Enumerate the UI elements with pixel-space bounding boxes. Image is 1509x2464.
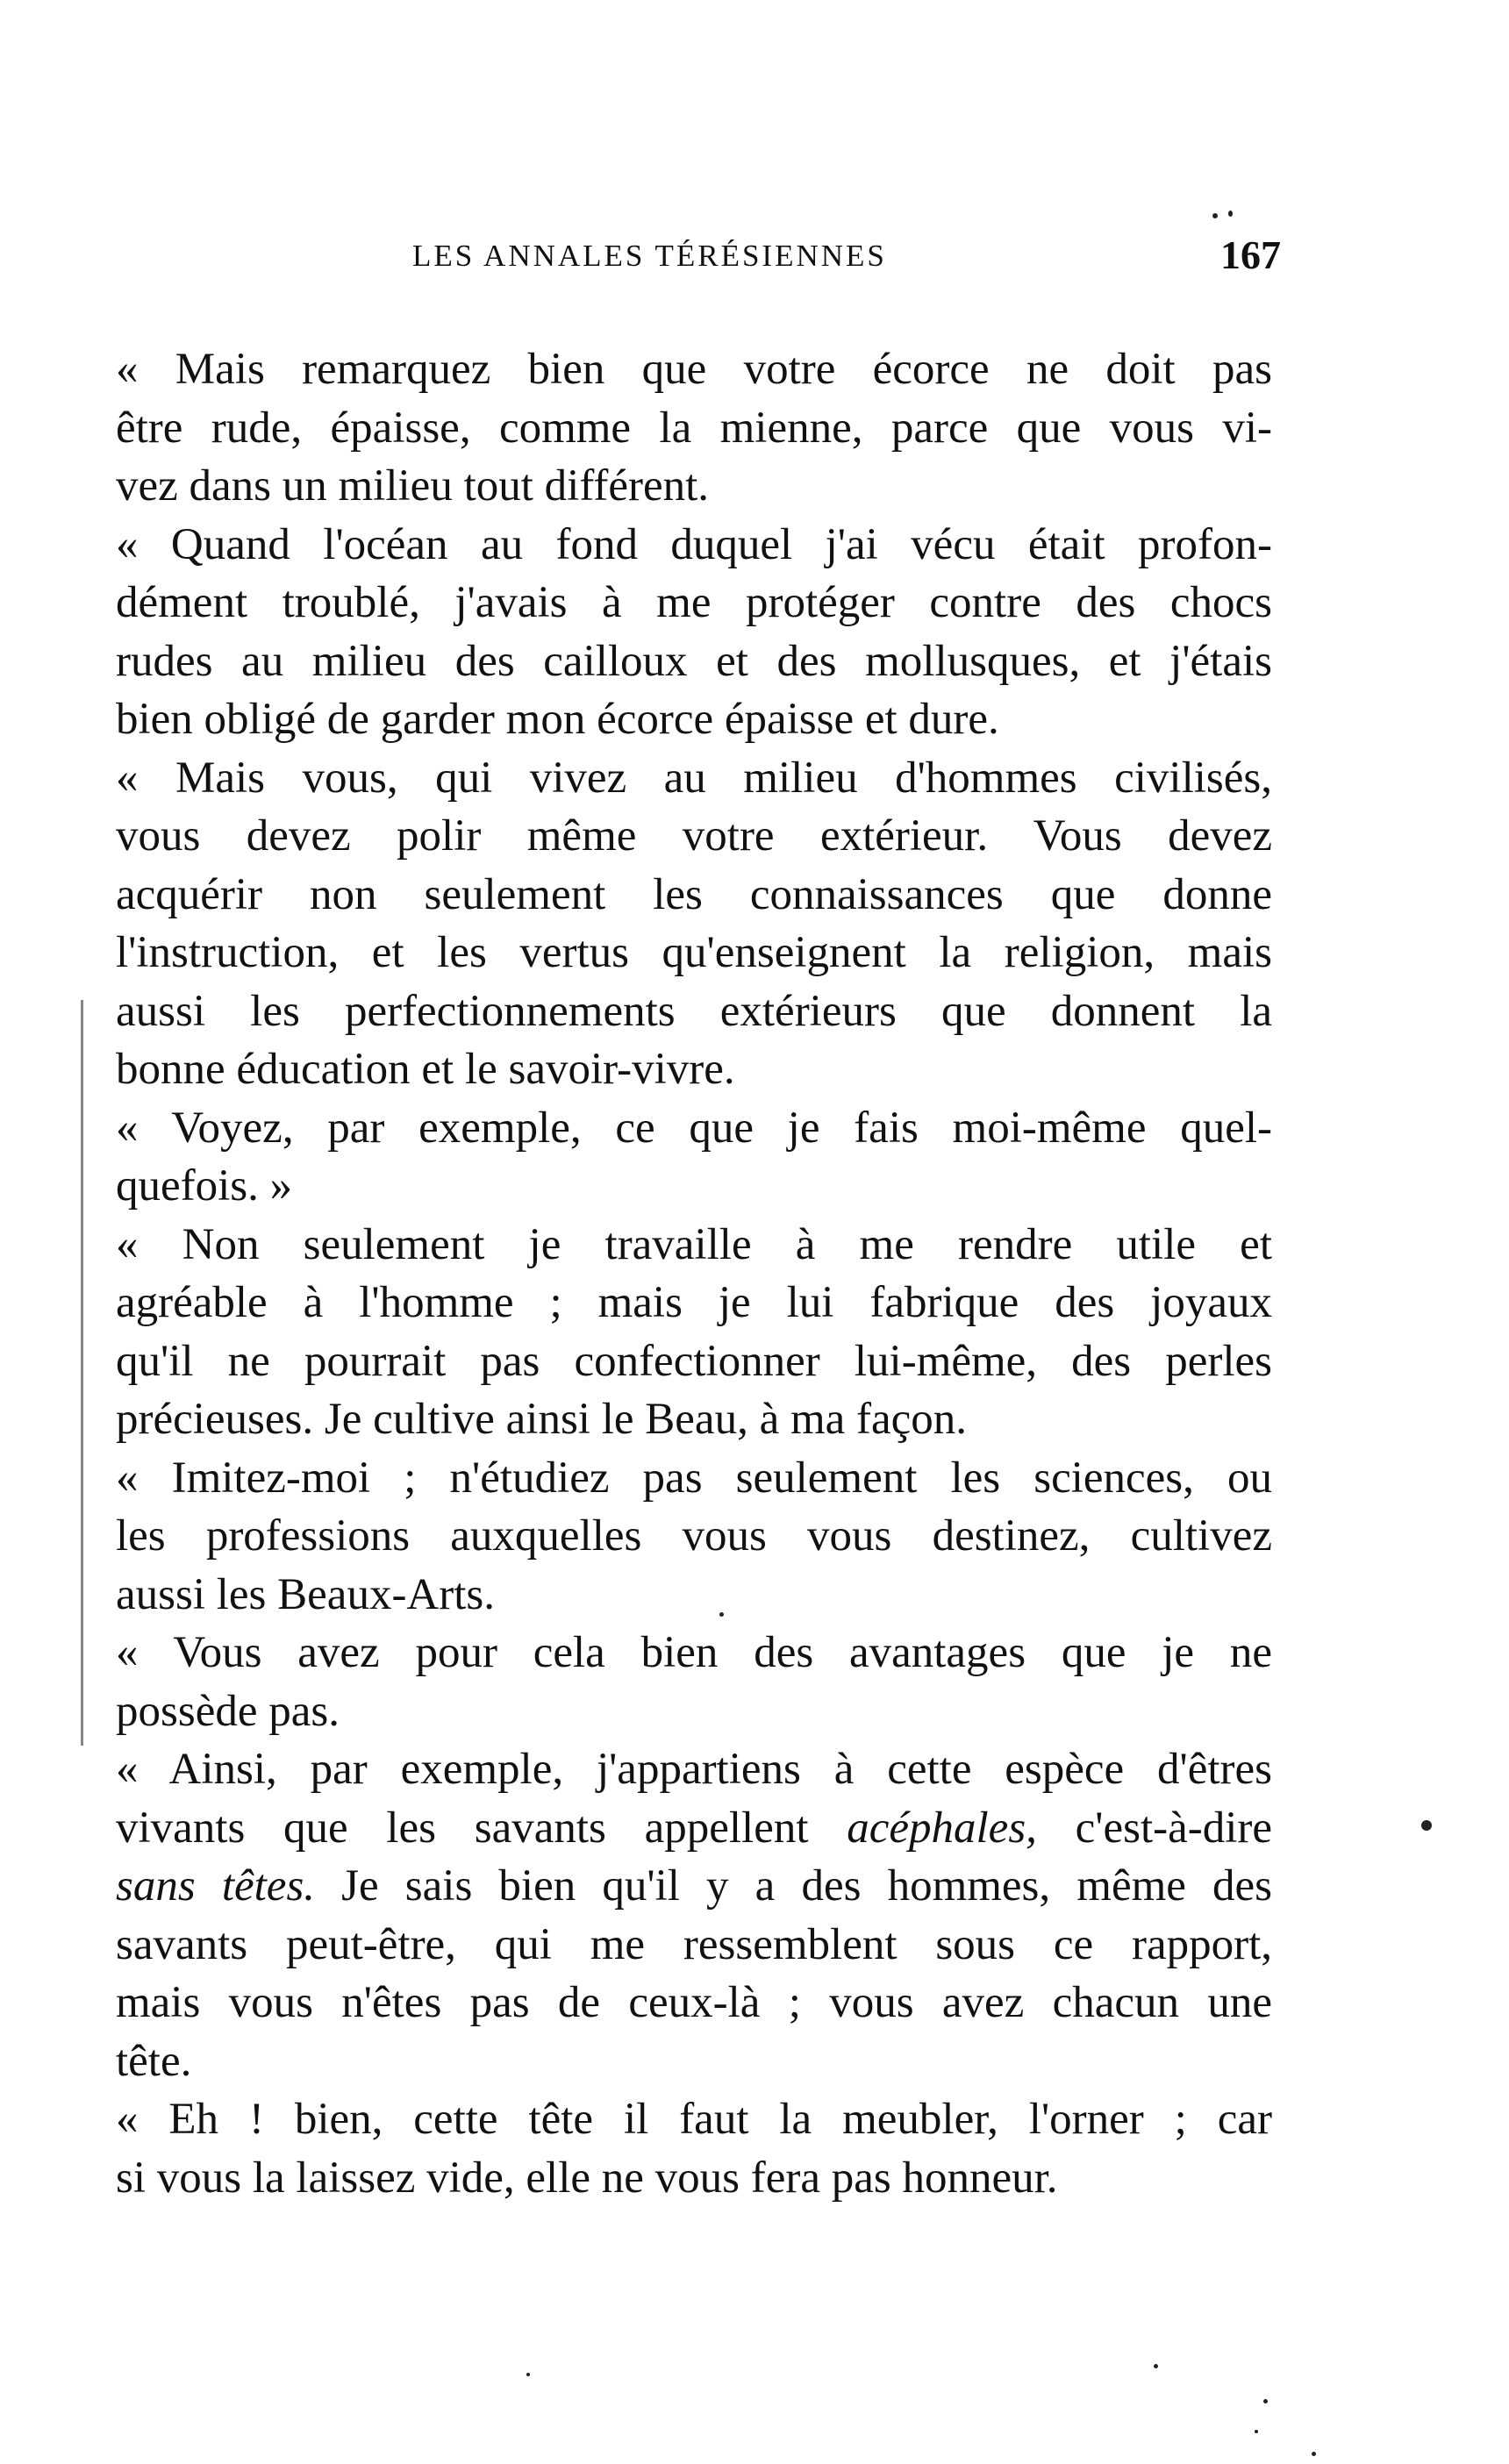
text-line: possède pas. xyxy=(116,1686,340,1736)
text-line: « Non seulement je travaille à me rendre utile et xyxy=(116,1219,1272,1269)
text-line: « Ainsi, par exemple, j'appartiens à cette espèce d'êtres xyxy=(116,1745,1272,1794)
ink-speck xyxy=(1263,2399,1268,2403)
italic-term: sans têtes. xyxy=(116,1861,316,1910)
text-line: être rude, épaisse, comme la mienne, parce que vous vi- xyxy=(116,403,1272,453)
text-line: « Vous avez pour cela bien des avantages que je ne xyxy=(116,1628,1272,1677)
text-line: tête. xyxy=(116,2036,192,2086)
text-line: dément troublé, j'avais à me protéger contre des chocs xyxy=(116,578,1272,627)
text-line: si vous la laissez vide, elle ne vous fera pas honneur. xyxy=(116,2153,1058,2203)
text-line: l'instruction, et les vertus qu'enseignent la religion, mais xyxy=(116,928,1272,977)
italic-term: acéphales, xyxy=(847,1803,1037,1853)
margin-mark xyxy=(81,1000,83,1746)
text-line: mais vous n'êtes pas de ceux-là ; vous avez chacun une xyxy=(116,1978,1272,2027)
text-line: acquérir non seulement les connaissances que donne xyxy=(116,869,1272,919)
ink-speck xyxy=(1154,2364,1158,2368)
text-line: « Imitez-moi ; n'étudiez pas seulement les sciences, ou xyxy=(116,1453,1272,1503)
text-line: vivants que les savants appellent acéphales, c'est-à-dire xyxy=(116,1803,1273,1853)
text-line: sans têtes. Je sais bien qu'il y a des hommes, même des xyxy=(116,1861,1272,1910)
text-line: qu'il ne pourrait pas confectionner lui-même, des perles xyxy=(116,1336,1272,1386)
ink-speck xyxy=(1212,213,1218,218)
text-line: « Mais remarquez bien que votre écorce ne doit pas xyxy=(116,345,1272,394)
text-line: « Mais vous, qui vivez au milieu d'hommes civilisés, xyxy=(116,753,1272,803)
body-text xyxy=(116,340,1272,2207)
text-line: aussi les perfectionnements extérieurs que donnent la xyxy=(116,986,1272,1036)
running-title: LES ANNALES TÉRÉSIENNES xyxy=(412,239,887,273)
text-line: vez dans un milieu tout différent. xyxy=(116,461,710,511)
text-line: « Eh ! bien, cette tête il faut la meubler, l'orner ; car xyxy=(116,2095,1272,2144)
ink-speck xyxy=(1312,2452,1316,2456)
page-number: 167 xyxy=(1220,232,1281,277)
text-line: précieuses. Je cultive ainsi le Beau, à ma façon. xyxy=(116,1395,968,1444)
ink-speck xyxy=(1255,2430,1258,2433)
text-line: bien obligé de garder mon écorce épaisse et dure. xyxy=(116,695,999,744)
ink-speck xyxy=(1421,1820,1432,1831)
text-line: aussi les Beaux-Arts. xyxy=(116,1569,496,1619)
ink-speck xyxy=(1228,211,1233,217)
text-line: agréable à l'homme ; mais je lui fabrique des joyaux xyxy=(116,1278,1272,1327)
text-line: vous devez polir même votre extérieur. Vous devez xyxy=(116,811,1272,861)
text-line: rudes au milieu des cailloux et des mollusques, et j'étais xyxy=(116,636,1272,686)
text-line: savants peut-être, qui me ressemblent sous ce rapport, xyxy=(116,1919,1272,1969)
ink-speck xyxy=(526,2373,530,2376)
text-line: « Quand l'océan au fond duquel j'ai vécu était profon- xyxy=(116,519,1272,569)
text-line: bonne éducation et le savoir-vivre. xyxy=(116,1045,735,1094)
text-line: quefois. » xyxy=(116,1161,293,1211)
text-line: « Voyez, par exemple, ce que je fais moi-même quel- xyxy=(116,1103,1272,1153)
ink-speck xyxy=(719,1612,724,1617)
text-line: les professions auxquelles vous vous destinez, cultivez xyxy=(116,1511,1272,1561)
